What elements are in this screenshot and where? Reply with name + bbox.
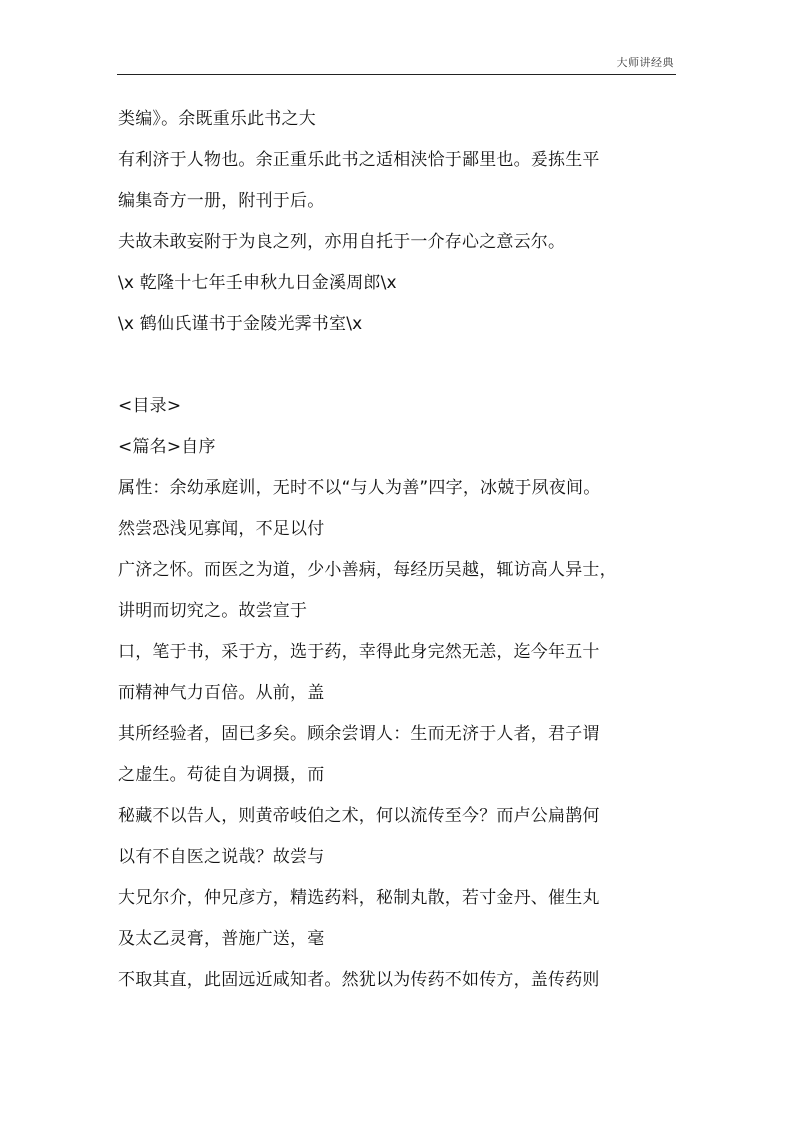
colophon-line: \x 鹤仙氏谨书于金陵光霁书室\x <box>118 314 363 334</box>
text-line: 夫故未敢妄附于为良之列，亦用自托于一介存心之意云尔。 <box>118 232 566 252</box>
page-header <box>117 50 676 75</box>
chapter-title: <篇名>自序 <box>118 437 216 457</box>
text-line: 属性：余幼承庭训，无时不以“与人为善”四字，冰兢于夙夜间。 <box>118 478 601 498</box>
text-line: 以有不自医之说哉？故尝与 <box>118 847 325 867</box>
text-line: 及太乙灵膏，普施广送，毫 <box>118 929 325 949</box>
text-line: 类编》。余既重乐此书之大 <box>118 109 316 129</box>
colophon-line: \x 乾隆十七年壬申秋九日金溪周郎\x <box>118 273 397 293</box>
text-line: 不取其直，此固远近咸知者。然犹以为传药不如传方，盖传药则 <box>118 970 600 990</box>
text-line: 口，笔于书，采于方，选于药，幸得此身完然无恙，迄今年五十 <box>118 642 600 662</box>
text-line: 编集奇方一册，附刊于后。 <box>118 191 325 211</box>
text-line: 而精神气力百倍。从前，盖 <box>118 683 325 703</box>
section-heading-toc: <目录> <box>118 396 182 416</box>
blank-line <box>118 345 688 386</box>
text-line: 然尝恐浅见寡闻，不足以付 <box>118 519 325 539</box>
document-body <box>118 99 688 1001</box>
text-line: 之虚生。苟徒自为调摄，而 <box>118 765 325 785</box>
text-line: 广济之怀。而医之为道，少小善病，每经历吴越，辄访高人异士， <box>118 560 617 580</box>
text-line: 大兄尔介，仲兄彦方，精选药料，秘制丸散，若寸金丹、催生丸 <box>118 888 600 908</box>
text-line: 秘藏不以告人，则黄帝岐伯之术，何以流传至今？而卢公扁鹊何 <box>118 806 600 826</box>
text-line: 有利济于人物也。余正重乐此书之适相浃恰于鄙里也。爰拣生平 <box>118 150 600 170</box>
text-line: 其所经验者，固已多矣。顾余尝谓人：生而无济于人者，君子谓 <box>118 724 600 744</box>
header-title: 大师讲经典 <box>616 56 674 69</box>
text-line: 讲明而切究之。故尝宣于 <box>118 601 308 621</box>
